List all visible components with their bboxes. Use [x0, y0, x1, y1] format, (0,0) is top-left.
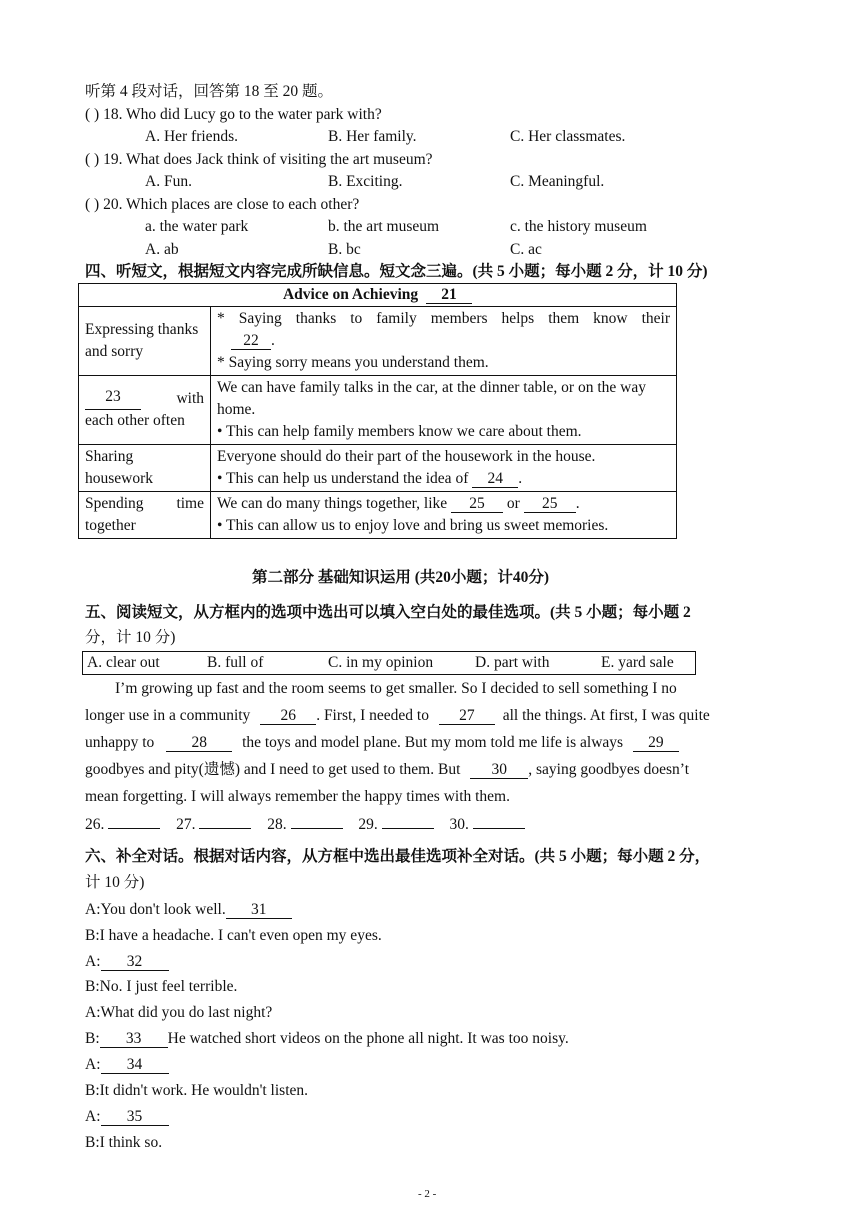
row-label-housework: Sharing housework — [79, 445, 211, 492]
q20-item-b: b. the art museum — [328, 218, 440, 235]
dialogue-line-6: B: 33 He watched short videos on the phone all night. It was too noisy. — [85, 1030, 569, 1047]
blank-34: 34 — [101, 1056, 169, 1074]
option-b: B. full of — [207, 654, 264, 671]
blank-30: 30 — [470, 761, 528, 779]
blank-23: 23 — [85, 388, 141, 410]
q19-option-b: B. Exciting. — [328, 173, 403, 190]
together-line-2: • This can allow us to enjoy love and bring us sweet memories. — [217, 517, 609, 534]
answer-blanks: 26. 27. 28. 29. 30. — [85, 815, 525, 835]
dialogue-line-4: B:No. I just feel terrible. — [85, 978, 238, 995]
blank-32: 32 — [101, 953, 169, 971]
q20-option-b: B. bc — [328, 241, 361, 258]
section-6-heading-line-1: 五、阅读短文，从方框内的选项中选出可以填入空白处的最佳选项。(共 5 小题；每小题 2 — [85, 604, 691, 621]
q19-option-c: C. Meaningful. — [510, 173, 605, 190]
advice-table — [78, 283, 677, 539]
q20-option-a: A. ab — [145, 241, 179, 258]
blank-31: 31 — [226, 901, 292, 919]
row-content-thanks: * Saying thanks to family members helps them know their 22 . * Saying sorry means you understand them. — [211, 307, 677, 376]
talk-line-2: • This can help family members know we care about them. — [217, 423, 582, 440]
blank-21: 21 — [426, 286, 472, 304]
section-intro: 听第 4 段对话，回答第 18 至 20 题。 — [85, 83, 334, 100]
dialogue-line-5: A:What did you do last night? — [85, 1004, 273, 1021]
answer-30 — [473, 828, 525, 829]
question-19: ( ) 19. What does Jack think of visiting the art museum? — [85, 151, 433, 168]
answer-27 — [199, 828, 251, 829]
housework-line-1: Everyone should do their part of the housework in the house. — [217, 448, 596, 465]
passage-line-2: longer use in a community 26 . First, I needed to 27 all the things. At first, I was quite — [85, 707, 710, 724]
dialogue-line-2: B:I have a headache. I can't even open my eyes. — [85, 927, 382, 944]
question-20: ( ) 20. Which places are close to each other? — [85, 196, 360, 213]
row-label-together-text: together — [85, 517, 136, 534]
row-label-talk-with: with — [176, 390, 204, 407]
section-5-heading: 四、听短文，根据短文内容完成所缺信息。短文念三遍。(共 5 小题；每小题 2 分，计 10 分) — [85, 263, 708, 280]
option-e: E. yard sale — [601, 654, 674, 671]
dialogue-line-1: A:You don't look well. 31 — [85, 900, 292, 920]
option-a: A. clear out — [87, 654, 160, 671]
thanks-line-2: * Saying sorry means you understand them. — [217, 354, 489, 371]
blank-25a: 25 — [451, 495, 503, 513]
option-d: D. part with — [475, 654, 550, 671]
table-title — [79, 284, 677, 307]
q18-option-a: A. Her friends. — [145, 128, 238, 145]
talk-line-1: We can have family talks in the car, at the dinner table, or on the way home. — [217, 379, 646, 418]
blank-28: 28 — [166, 734, 232, 752]
housework-line-2: • This can help us understand the idea of — [217, 470, 469, 487]
q18-option-b: B. Her family. — [328, 128, 417, 145]
dialogue-line-8: B:It didn't work. He wouldn't listen. — [85, 1082, 309, 1099]
dialogue-line-10: B:I think so. — [85, 1134, 163, 1151]
row-label-together — [79, 492, 211, 539]
row-label-talk — [79, 376, 211, 445]
part-2-title: 第二部分 基础知识运用 (共20小题；计40分) — [252, 569, 550, 586]
blank-33: 33 — [100, 1030, 168, 1048]
section-7-heading-line-1: 六、补全对话。根据对话内容，从方框中选出最佳选项补全对话。(共 5 小题；每小题 2 分， — [85, 848, 711, 865]
row-label-thanks: Expressing thanks and sorry — [79, 307, 211, 376]
option-c: C. in my opinion — [328, 654, 434, 671]
answer-28 — [291, 828, 343, 829]
blank-29: 29 — [633, 734, 679, 752]
row-label-time: time — [176, 495, 204, 512]
together-line-1: We can do many things together, like — [217, 495, 448, 512]
blank-27: 27 — [439, 707, 495, 725]
q20-item-a: a. the water park — [145, 218, 249, 235]
row-label-spending: Spending — [85, 495, 144, 512]
dialogue-line-7: A: 34 — [85, 1055, 169, 1075]
or-word: or — [506, 495, 520, 512]
blank-24: 24 — [472, 470, 518, 488]
passage-line-4: goodbyes and pity(遗憾) and I need to get used to them. But 30 , saying goodbyes doesn’t — [85, 761, 689, 778]
dialogue-line-3: A: 32 — [85, 952, 169, 972]
row-label-talk-rest: each other often — [85, 412, 185, 429]
options-box — [82, 651, 696, 675]
row-content-talk — [211, 376, 677, 445]
blank-26: 26 — [260, 707, 316, 725]
row-content-housework: Everyone should do their part of the housework in the house. • This can help us understand the idea of 24 . — [211, 445, 677, 492]
dialogue-line-9: A: 35 — [85, 1107, 169, 1127]
passage-line-1: I’m growing up fast and the room seems to get smaller. So I decided to sell something I no — [115, 680, 677, 697]
thanks-line-1: * Saying thanks to family members helps them know their — [217, 310, 670, 327]
passage-line-3: unhappy to 28 the toys and model plane. But my mom told me life is always 29 — [85, 733, 679, 753]
q20-item-c: c. the history museum — [510, 218, 647, 235]
blank-25b: 25 — [524, 495, 576, 513]
blank-35: 35 — [101, 1108, 169, 1126]
q20-option-c: C. ac — [510, 241, 542, 258]
section-7-heading-line-2: 计 10 分) — [85, 874, 145, 891]
table-title-text: Advice on Achieving — [282, 286, 419, 303]
answer-26 — [108, 828, 160, 829]
answer-29 — [382, 828, 434, 829]
page-number: - 2 - — [418, 1188, 437, 1200]
question-18: ( ) 18. Who did Lucy go to the water park with? — [85, 106, 382, 123]
section-6-heading-line-2: 分，计 10 分) — [85, 629, 176, 646]
row-content-together: We can do many things together, like 25 or 25 . • This can allow us to enjoy love and bring us sweet memories. — [211, 492, 677, 539]
q18-option-c: C. Her classmates. — [510, 128, 626, 145]
q19-option-a: A. Fun. — [145, 173, 192, 190]
blank-22: 22 — [231, 332, 271, 350]
passage-line-5: mean forgetting. I will always remember the happy times with them. — [85, 788, 510, 805]
